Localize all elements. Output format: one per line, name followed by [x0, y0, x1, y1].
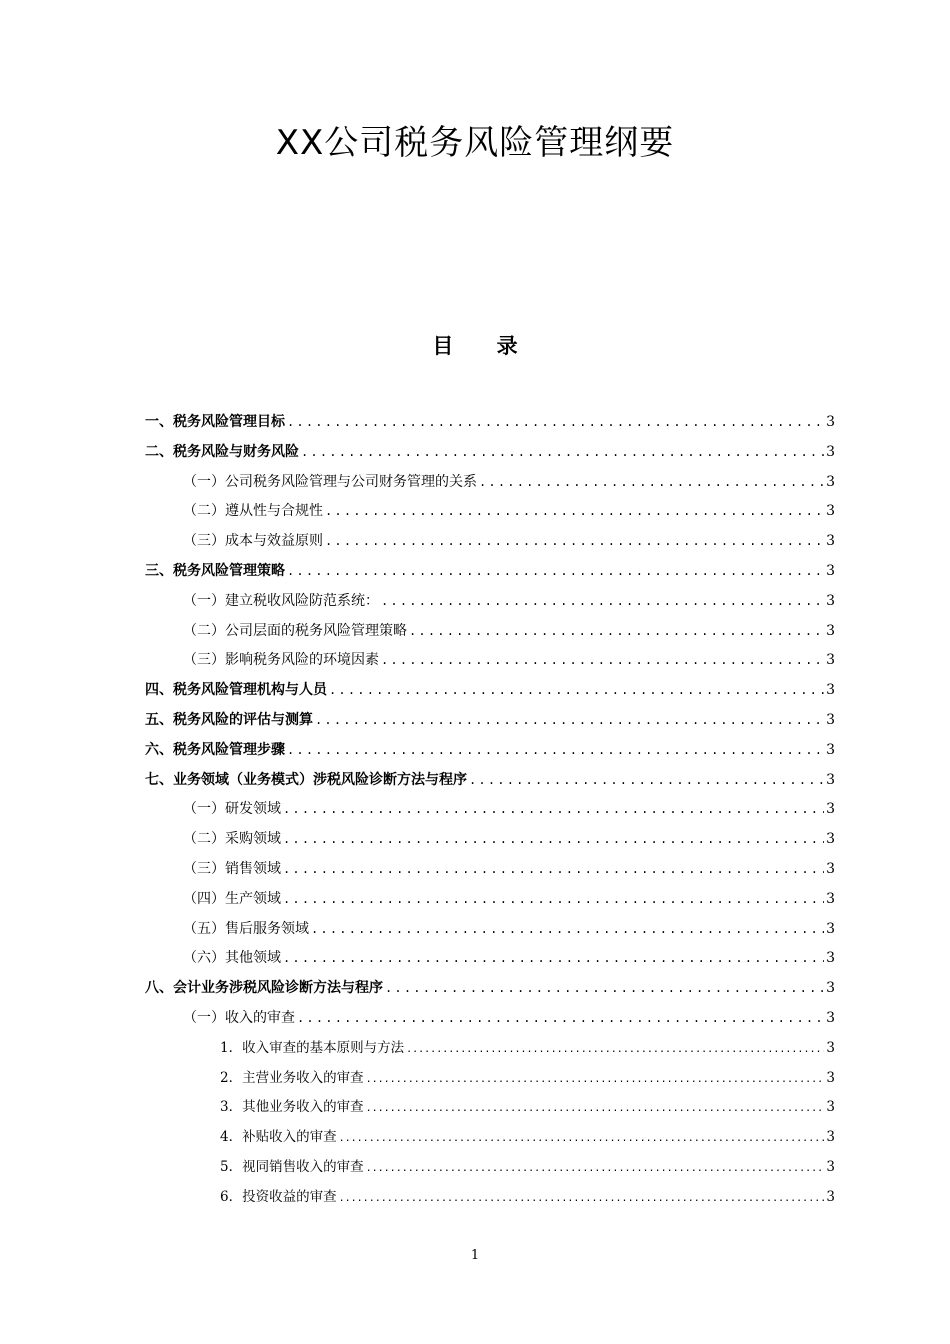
toc-dot-leader	[409, 617, 824, 647]
toc-entry[interactable]	[145, 587, 835, 617]
toc-entry-page: 3	[826, 1099, 835, 1116]
table-of-contents	[145, 408, 835, 1213]
toc-dot-leader	[329, 676, 824, 706]
toc-entry-label: 四、税务风险管理机构与人员	[145, 682, 327, 699]
toc-entry[interactable]	[145, 915, 835, 945]
toc-dot-leader	[469, 766, 824, 796]
toc-dot-leader	[311, 915, 824, 945]
toc-dot-leader	[287, 736, 824, 766]
toc-entry[interactable]	[145, 468, 835, 498]
toc-entry[interactable]	[145, 1123, 835, 1153]
toc-entry-label: 4．补贴收入的审查	[220, 1129, 337, 1146]
toc-entry-label: 七、业务领域（业务模式）涉税风险诊断方法与程序	[145, 771, 467, 788]
toc-entry[interactable]	[145, 646, 835, 676]
toc-entry[interactable]	[145, 944, 835, 974]
toc-entry-page: 3	[826, 622, 835, 639]
toc-entry-page: 3	[826, 503, 835, 520]
toc-entry-label: （二）采购领域	[183, 831, 281, 848]
toc-entry-page: 3	[826, 860, 835, 877]
toc-entry[interactable]	[145, 1183, 835, 1213]
toc-entry-label: 1．收入审查的基本原则与方法	[220, 1039, 405, 1056]
toc-dot-leader	[339, 1184, 825, 1213]
toc-entry-label: 二、税务风险与财务风险	[145, 443, 299, 460]
toc-entry-page: 3	[826, 682, 835, 699]
toc-dot-leader	[381, 587, 824, 617]
toc-entry-page: 3	[826, 920, 835, 937]
toc-entry-label: （二）遵从性与合规性	[183, 503, 323, 520]
toc-entry-label: 3．其他业务收入的审查	[220, 1099, 364, 1116]
toc-dot-leader	[325, 527, 824, 557]
toc-entry[interactable]	[145, 676, 835, 706]
toc-entry-label: 5．视同销售收入的审查	[220, 1158, 364, 1175]
toc-entry-page: 3	[826, 1129, 835, 1146]
toc-heading: 目 录	[432, 334, 536, 358]
toc-entry-label: （五）售后服务领域	[183, 920, 309, 937]
toc-dot-leader	[297, 1004, 824, 1034]
toc-entry[interactable]	[145, 855, 835, 885]
toc-entry-page: 3	[826, 1039, 835, 1056]
toc-entry-page: 3	[826, 890, 835, 907]
toc-dot-leader	[315, 706, 824, 736]
toc-entry-label: （一）研发领域	[183, 801, 281, 818]
toc-entry-label: 三、税务风险管理策略	[145, 562, 285, 579]
toc-entry-label: 一、税务风险管理目标	[145, 414, 285, 430]
toc-dot-leader	[366, 1154, 825, 1183]
toc-entry[interactable]	[145, 795, 835, 825]
page-number: 1	[470, 1248, 480, 1263]
toc-entry-page: 3	[826, 980, 835, 997]
toc-dot-leader	[283, 944, 824, 974]
toc-dot-leader	[339, 1124, 825, 1153]
toc-entry-page: 3	[826, 443, 835, 460]
toc-entry-label: 六、税务风险管理步骤	[145, 741, 285, 758]
toc-entry[interactable]	[145, 557, 835, 587]
toc-entry[interactable]	[145, 527, 835, 557]
toc-entry-page: 3	[826, 562, 835, 579]
toc-dot-leader	[283, 825, 824, 855]
toc-entry-label: （二）公司层面的税务风险管理策略	[183, 622, 407, 639]
toc-entry[interactable]	[145, 1153, 835, 1183]
toc-entry-page: 3	[826, 771, 835, 788]
toc-entry[interactable]	[145, 1064, 835, 1094]
toc-entry-label: （一）建立税收风险防范系统：	[183, 592, 379, 609]
toc-entry[interactable]	[145, 1034, 835, 1064]
toc-entry[interactable]	[145, 766, 835, 796]
toc-entry-page: 3	[826, 473, 835, 490]
toc-entry-label: （一）收入的审查	[183, 1009, 295, 1026]
toc-dot-leader	[283, 855, 824, 885]
toc-entry[interactable]	[145, 1004, 835, 1034]
toc-entry[interactable]	[145, 438, 835, 468]
toc-entry-page: 3	[826, 652, 835, 669]
toc-entry-label: （一）公司税务风险管理与公司财务管理的关系	[183, 473, 477, 490]
toc-entry[interactable]	[145, 736, 835, 766]
toc-entry-label: （六）其他领域	[183, 950, 281, 967]
toc-entry[interactable]	[145, 706, 835, 736]
toc-entry[interactable]	[145, 825, 835, 855]
toc-entry-page: 3	[826, 741, 835, 758]
toc-entry-label: 2．主营业务收入的审查	[220, 1069, 364, 1086]
toc-entry-page: 3	[826, 801, 835, 818]
toc-entry-label: （三）销售领域	[183, 860, 281, 877]
toc-entry-page: 3	[826, 1188, 835, 1205]
toc-entry-page: 3	[826, 1069, 835, 1086]
toc-dot-leader	[325, 497, 824, 527]
toc-entry-page: 3	[826, 831, 835, 848]
toc-entry-page: 3	[826, 414, 835, 430]
toc-entry-page: 3	[826, 711, 835, 728]
toc-dot-leader	[366, 1094, 825, 1123]
toc-dot-leader	[385, 974, 824, 1004]
toc-dot-leader	[301, 438, 824, 468]
toc-dot-leader	[479, 468, 824, 498]
toc-dot-leader	[406, 1035, 824, 1064]
toc-entry[interactable]	[145, 617, 835, 647]
toc-entry-label: （三）影响税务风险的环境因素	[183, 652, 379, 669]
toc-entry-label: （四）生产领域	[183, 890, 281, 907]
toc-entry-page: 3	[826, 1158, 835, 1175]
toc-entry[interactable]	[145, 408, 835, 438]
toc-entry-page: 3	[826, 1009, 835, 1026]
toc-entry-page: 3	[826, 950, 835, 967]
toc-entry-page: 3	[826, 533, 835, 550]
toc-dot-leader	[287, 408, 824, 438]
toc-dot-leader	[283, 885, 824, 915]
toc-entry-label: 八、会计业务涉税风险诊断方法与程序	[145, 980, 383, 997]
toc-entry[interactable]	[145, 974, 835, 1004]
toc-entry-label: （三）成本与效益原则	[183, 533, 323, 550]
toc-entry[interactable]	[145, 885, 835, 915]
toc-entry[interactable]	[145, 497, 835, 527]
toc-dot-leader	[366, 1065, 825, 1094]
toc-dot-leader	[381, 646, 824, 676]
toc-dot-leader	[283, 795, 824, 825]
toc-dot-leader	[287, 557, 824, 587]
document-title: XX公司税务风险管理纲要	[275, 123, 675, 163]
toc-entry-label: 五、税务风险的评估与测算	[145, 711, 313, 728]
toc-entry-page: 3	[826, 592, 835, 609]
toc-entry[interactable]	[145, 1093, 835, 1123]
toc-entry-label: 6．投资收益的审查	[220, 1188, 337, 1205]
